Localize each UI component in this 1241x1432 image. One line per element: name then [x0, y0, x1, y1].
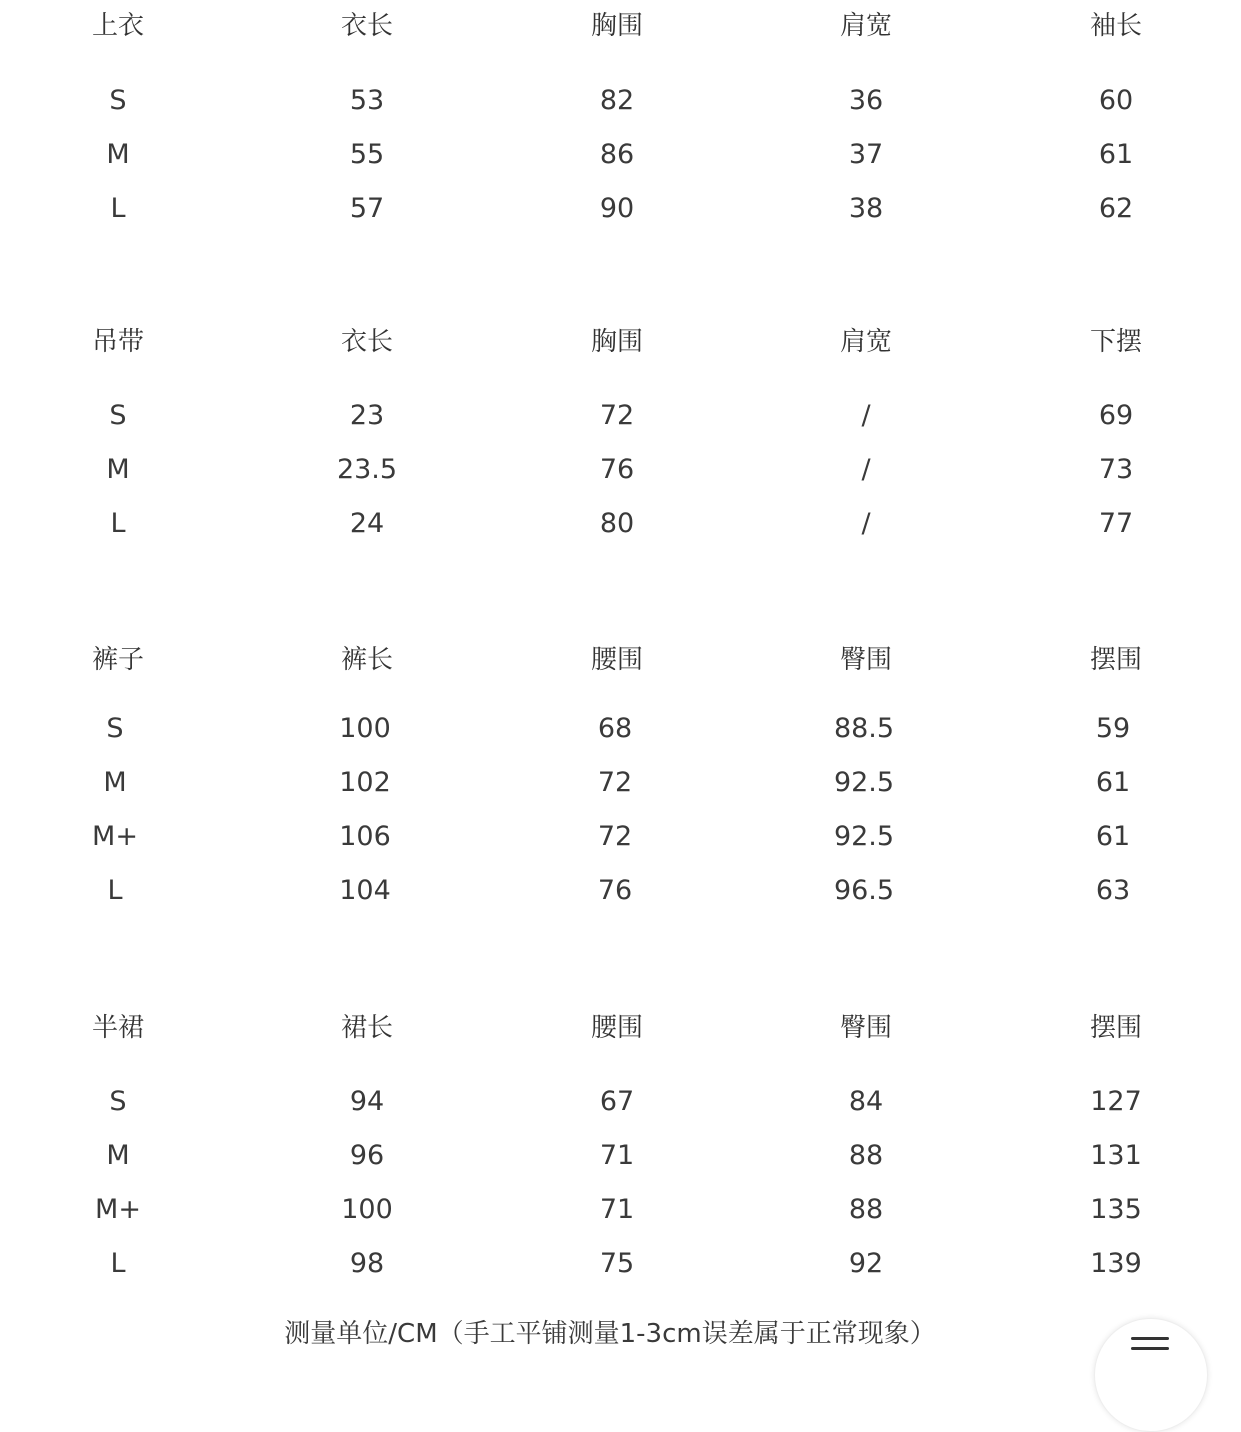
table-header-category: 上衣	[91, 11, 144, 41]
size-label: L	[107, 875, 123, 906]
table-row	[0, 396, 1241, 436]
size-label: M	[106, 139, 130, 170]
table-cell: 73	[1098, 454, 1134, 485]
table-cell: 38	[848, 193, 884, 224]
table-cell: 96.5	[833, 875, 895, 906]
table-cell: 69	[1098, 400, 1134, 431]
table-cell: 37	[848, 139, 884, 170]
size-label: L	[110, 193, 126, 224]
table-cell: 71	[599, 1194, 635, 1225]
table-header-row	[0, 640, 1241, 680]
table-header-row	[0, 6, 1241, 46]
table-cell: 23.5	[336, 454, 398, 485]
table-cell: 102	[339, 767, 391, 798]
table-cell: 72	[599, 400, 635, 431]
table-cell: 88.5	[833, 713, 895, 744]
floating-menu-button[interactable]	[1094, 1318, 1208, 1432]
table-cell: 96	[349, 1140, 385, 1171]
table-cell: 98	[349, 1248, 385, 1279]
size-label: S	[109, 400, 127, 431]
table-cell: 106	[339, 821, 391, 852]
size-label: M	[103, 767, 127, 798]
size-label: L	[110, 1248, 126, 1279]
table-cell: 55	[349, 139, 385, 170]
table-header-cell: 臀围	[839, 1013, 892, 1043]
table-cell: 72	[597, 821, 633, 852]
table-header-category: 半裙	[91, 1013, 144, 1043]
table-cell: 88	[848, 1140, 884, 1171]
table-header-cell: 肩宽	[839, 327, 892, 357]
table-cell: 61	[1095, 767, 1131, 798]
table-header-cell: 下摆	[1089, 327, 1142, 357]
table-header-cell: 袖长	[1089, 11, 1142, 41]
table-cell: 59	[1095, 713, 1131, 744]
table-cell: 100	[341, 1194, 393, 1225]
table-cell: 104	[339, 875, 391, 906]
table-row	[0, 504, 1241, 544]
table-row	[0, 1190, 1241, 1230]
table-cell: 36	[848, 85, 884, 116]
table-cell: 135	[1090, 1194, 1142, 1225]
table-cell: 77	[1098, 508, 1134, 539]
table-row	[0, 1244, 1241, 1284]
table-row	[0, 1136, 1241, 1176]
table-header-cell: 裤长	[340, 645, 393, 675]
table-cell: /	[861, 508, 871, 539]
table-cell: 23	[349, 400, 385, 431]
table-cell: 53	[349, 85, 385, 116]
table-cell: 67	[599, 1086, 635, 1117]
table-cell: 88	[848, 1194, 884, 1225]
table-cell: 24	[349, 508, 385, 539]
table-cell: 90	[599, 193, 635, 224]
table-header-cell: 摆围	[1089, 1013, 1142, 1043]
table-cell: /	[861, 400, 871, 431]
table-row	[0, 135, 1241, 175]
table-cell: 62	[1098, 193, 1134, 224]
table-header-cell: 臀围	[839, 645, 892, 675]
table-cell: 75	[599, 1248, 635, 1279]
table-cell: 82	[599, 85, 635, 116]
table-row	[0, 817, 1241, 857]
table-cell: 71	[599, 1140, 635, 1171]
table-cell: 100	[339, 713, 391, 744]
table-header-cell: 胸围	[590, 11, 643, 41]
table-cell: 92.5	[833, 767, 895, 798]
table-row	[0, 450, 1241, 490]
table-row	[0, 81, 1241, 121]
table-header-cell: 腰围	[590, 645, 643, 675]
table-header-category: 吊带	[91, 327, 144, 357]
size-label: M+	[92, 821, 138, 852]
table-row	[0, 1082, 1241, 1122]
table-row	[0, 709, 1241, 749]
size-label: S	[106, 713, 124, 744]
table-cell: 80	[599, 508, 635, 539]
table-header-row	[0, 322, 1241, 362]
size-label: M	[106, 454, 130, 485]
table-header-cell: 摆围	[1089, 645, 1142, 675]
table-cell: 94	[349, 1086, 385, 1117]
table-row	[0, 763, 1241, 803]
table-header-cell: 衣长	[340, 327, 393, 357]
table-cell: 72	[597, 767, 633, 798]
size-label: S	[109, 1086, 127, 1117]
table-cell: 57	[349, 193, 385, 224]
table-header-row	[0, 1008, 1241, 1048]
size-label: S	[109, 85, 127, 116]
table-cell: 92.5	[833, 821, 895, 852]
table-cell: 60	[1098, 85, 1134, 116]
size-label: M	[106, 1140, 130, 1171]
table-row	[0, 871, 1241, 911]
table-cell: 76	[599, 454, 635, 485]
table-cell: 63	[1095, 875, 1131, 906]
table-cell: 92	[848, 1248, 884, 1279]
table-header-category: 裤子	[91, 645, 144, 675]
table-cell: 61	[1098, 139, 1134, 170]
table-cell: 68	[597, 713, 633, 744]
size-label: M+	[95, 1194, 141, 1225]
table-header-cell: 肩宽	[839, 11, 892, 41]
table-cell: 127	[1090, 1086, 1142, 1117]
table-cell: 86	[599, 139, 635, 170]
table-cell: 131	[1090, 1140, 1142, 1171]
table-header-cell: 胸围	[590, 327, 643, 357]
table-header-cell: 裙长	[340, 1013, 393, 1043]
table-row	[0, 189, 1241, 229]
measurement-footnote: 测量单位/CM（手工平铺测量1-3cm误差属于正常现象）	[284, 1319, 936, 1349]
table-header-cell: 衣长	[340, 11, 393, 41]
table-cell: 61	[1095, 821, 1131, 852]
table-cell: 84	[848, 1086, 884, 1117]
table-cell: 76	[597, 875, 633, 906]
table-cell: 139	[1090, 1248, 1142, 1279]
table-header-cell: 腰围	[590, 1013, 643, 1043]
table-cell: /	[861, 454, 871, 485]
size-label: L	[110, 508, 126, 539]
